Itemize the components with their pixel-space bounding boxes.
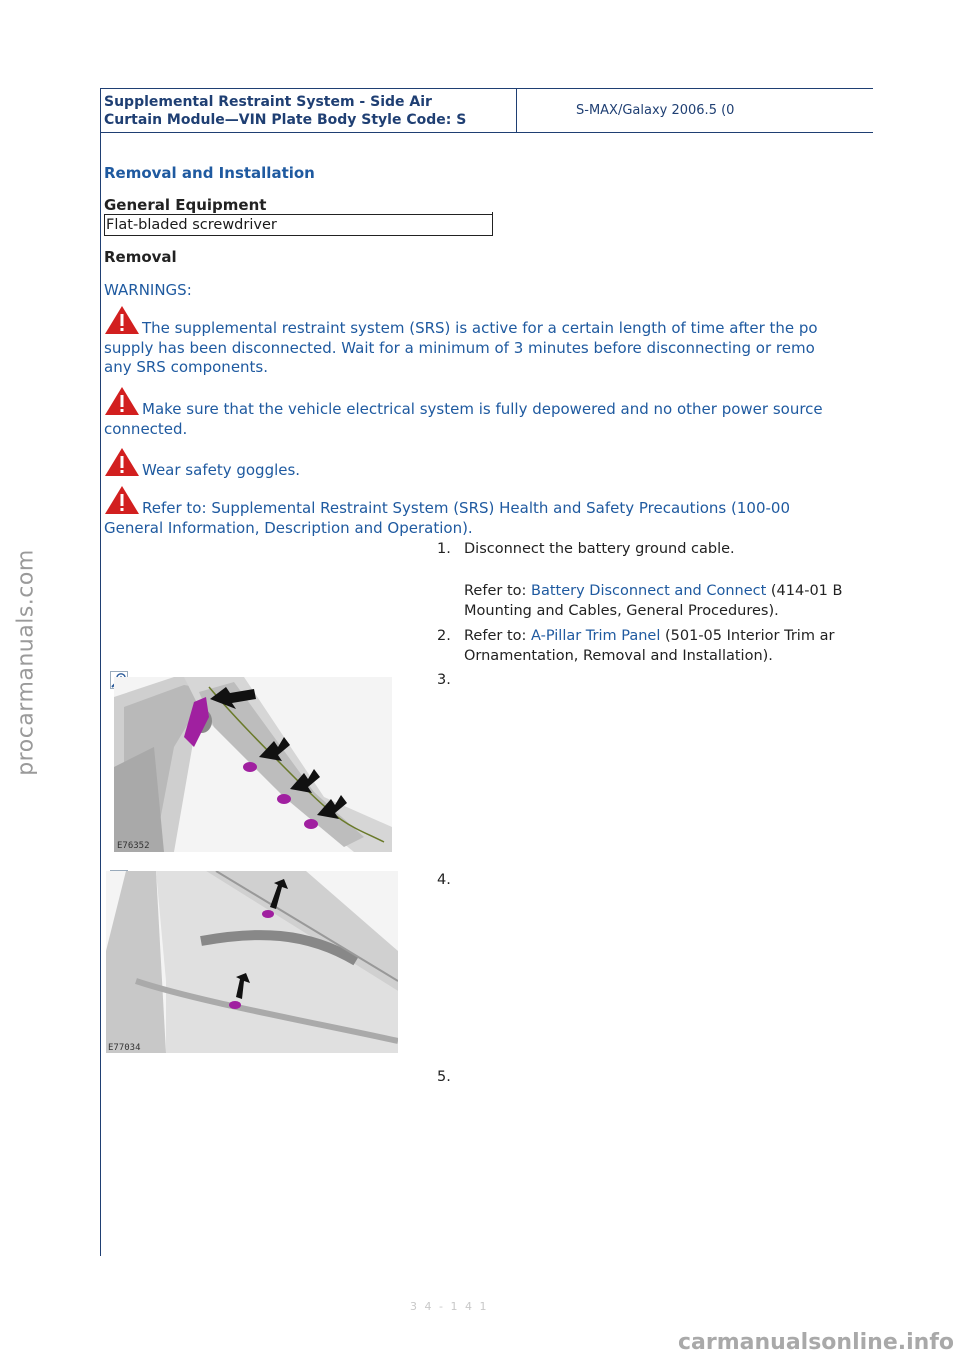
warning-3: Wear safety goggles. [104, 447, 873, 481]
document-title: Supplemental Restraint System - Side Air Curtain Module—VIN Plate Body Style Code: S [104, 94, 467, 128]
bottom-watermark: carmanualsonline.info [678, 1330, 954, 1355]
battery-disconnect-link[interactable]: Battery Disconnect and Connect [531, 583, 767, 599]
section-title: Removal and Installation [104, 164, 315, 182]
header-bottom-rule [100, 132, 873, 133]
header-top-rule [100, 88, 873, 89]
warning-triangle-icon [104, 485, 140, 515]
a-pillar-trim-link[interactable]: A-Pillar Trim Panel [531, 628, 661, 644]
headliner-illustration [106, 871, 398, 1053]
warning-1: The supplemental restraint system (SRS) is active for a certain length of time after the po supply has been disconnected. Wait for a minimum of 3 minutes before disconnecting or remo any SRS components. [104, 305, 873, 378]
warning-2: Make sure that the vehicle electrical system is fully depowered and no other power source connected. [104, 386, 873, 439]
step-5: 5. [437, 1069, 451, 1085]
warning-4: Refer to: Supplemental Restraint System (SRS) Health and Safety Precautions (100-00 General Information, Description and Operation). [104, 485, 873, 538]
step-3: 3. [437, 672, 451, 688]
table-tick [492, 212, 493, 218]
left-margin-rule [100, 88, 101, 1256]
a-pillar-illustration [114, 677, 392, 852]
page-number: 3 4 - 1 4 1 [410, 1300, 489, 1313]
srs-safety-link[interactable]: Supplemental Restraint System (SRS) Health and Safety Precautions [211, 499, 727, 517]
step-1: 1. Disconnect the battery ground cable. Refer to: Battery Disconnect and Connect (414-01 B Mounting and Cables, General Procedures). [437, 541, 843, 619]
figure-e76352 [114, 677, 392, 852]
warning-triangle-icon [104, 447, 140, 477]
step-2: 2. Refer to: A-Pillar Trim Panel (501-05 Interior Trim ar Ornamentation, Removal and Installation). [437, 628, 835, 664]
warnings-label: WARNINGS: [104, 281, 192, 299]
removal-heading: Removal [104, 248, 177, 266]
warning-triangle-icon [104, 305, 140, 335]
side-watermark: procarmanuals.com [13, 549, 39, 776]
header-divider [516, 88, 517, 133]
general-equipment-heading: General Equipment [104, 196, 267, 214]
figure-code: E76352 [117, 841, 150, 851]
equipment-item: Flat-bladed screwdriver [104, 214, 493, 236]
figure-code: E77034 [108, 1043, 141, 1053]
vehicle-model: S-MAX/Galaxy 2006.5 (0 [576, 103, 735, 118]
warning-triangle-icon [104, 386, 140, 416]
step-4: 4. [437, 872, 451, 888]
figure-e77034 [106, 871, 398, 1053]
